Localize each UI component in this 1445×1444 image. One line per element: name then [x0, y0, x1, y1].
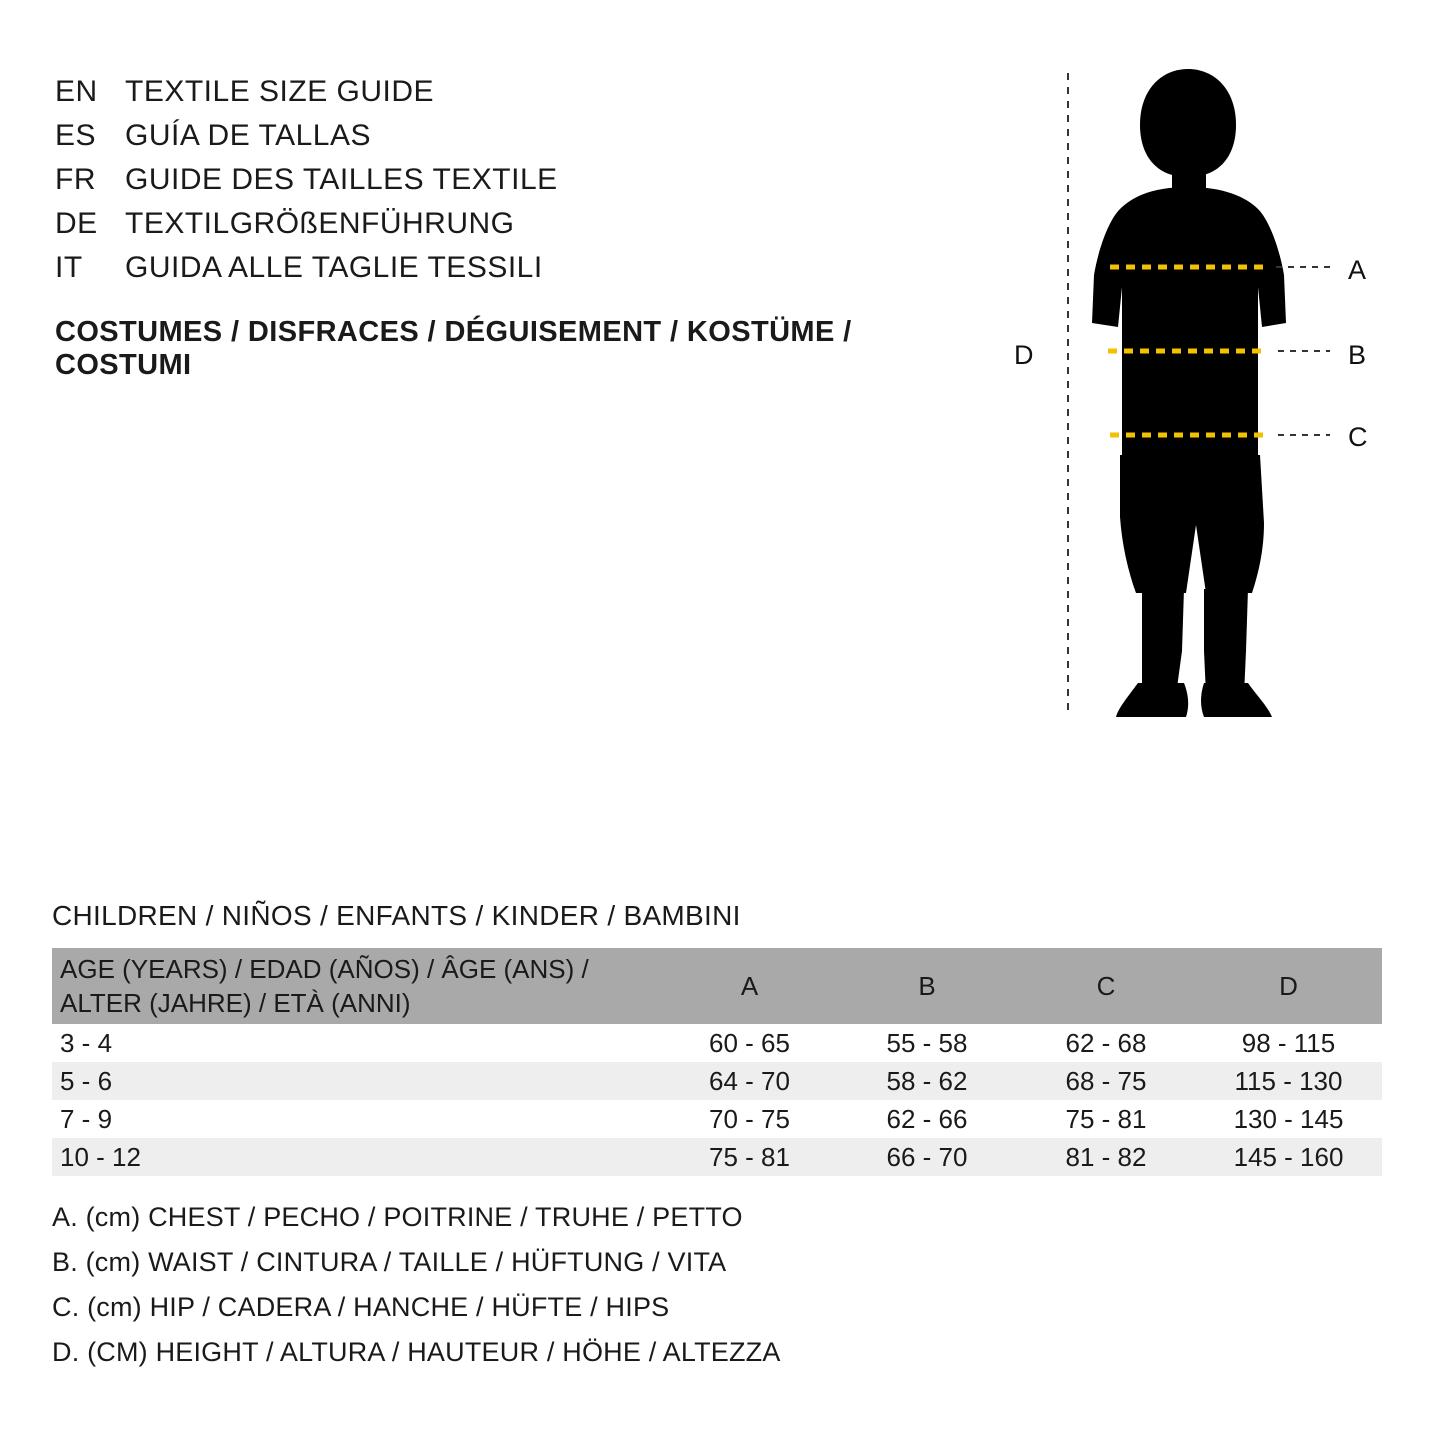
cell-d: 130 - 145 — [1233, 1103, 1344, 1134]
cell-a: 75 - 81 — [709, 1141, 790, 1172]
column-header-age: AGE (YEARS) / EDAD (AÑOS) / ÂGE (ANS) / ALTER (JAHRE) / ETÀ (ANNI) — [52, 948, 662, 1024]
figure-label-c: C — [1348, 422, 1368, 452]
measurement-figure — [990, 55, 1410, 735]
language-code: FR — [55, 163, 96, 196]
table-header-row — [52, 948, 1382, 1024]
language-row — [55, 70, 955, 114]
column-header-c: C — [1017, 948, 1195, 1024]
column-header-b: B — [837, 948, 1017, 1024]
language-row — [55, 202, 955, 246]
language-row — [55, 246, 955, 290]
table-row — [52, 1024, 1382, 1062]
cell-age: 3 - 4 — [60, 1027, 113, 1058]
language-text: TEXTILGRÖßENFÜHRUNG — [125, 207, 515, 240]
size-table — [52, 948, 1382, 1176]
cell-age: 5 - 6 — [60, 1065, 113, 1096]
cell-d: 145 - 160 — [1233, 1141, 1344, 1172]
size-table-section — [52, 900, 1382, 1176]
language-code: DE — [55, 207, 98, 240]
table-row — [52, 1100, 1382, 1138]
column-header-a: A — [662, 948, 837, 1024]
table-row — [52, 1062, 1382, 1100]
cell-c: 81 - 82 — [1065, 1141, 1147, 1172]
cell-d: 98 - 115 — [1241, 1027, 1336, 1058]
language-text: GUIDA ALLE TAGLIE TESSILI — [125, 251, 543, 284]
child-silhouette-icon — [990, 55, 1410, 735]
table-row — [52, 1138, 1382, 1176]
figure-label-d: D — [1014, 340, 1034, 370]
language-code: IT — [55, 251, 83, 284]
cell-b: 66 - 70 — [886, 1141, 968, 1172]
figure-label-a: A — [1348, 255, 1367, 285]
language-text: TEXTILE SIZE GUIDE — [125, 75, 435, 108]
cell-b: 58 - 62 — [886, 1065, 968, 1096]
cell-b: 55 - 58 — [886, 1027, 968, 1058]
category-line: COSTUMES / DISFRACES / DÉGUISEMENT / KOSTÜME / COSTUMI — [55, 316, 852, 381]
cell-c: 75 - 81 — [1065, 1103, 1147, 1134]
table-header — [52, 948, 1382, 1024]
cell-a: 70 - 75 — [709, 1103, 790, 1134]
cell-a: 60 - 65 — [709, 1027, 790, 1058]
column-header-d: D — [1195, 948, 1382, 1024]
cell-a: 64 - 70 — [709, 1065, 790, 1096]
language-list — [55, 70, 955, 382]
legend-item-c: C. (cm) HIP / CADERA / HANCHE / HÜFTE / HIPS — [52, 1292, 670, 1322]
cell-c: 68 - 75 — [1065, 1065, 1147, 1096]
table-body — [52, 1024, 1382, 1176]
legend-item-a: A. (cm) CHEST / PECHO / POITRINE / TRUHE / PETTO — [52, 1202, 743, 1232]
measurement-legend — [52, 1195, 1052, 1375]
cell-age: 7 - 9 — [60, 1103, 113, 1134]
cell-d: 115 - 130 — [1234, 1065, 1343, 1096]
cell-age: 10 - 12 — [60, 1141, 141, 1172]
language-row — [55, 158, 955, 202]
language-row — [55, 114, 955, 158]
legend-item-b: B. (cm) WAIST / CINTURA / TAILLE / HÜFTUNG / VITA — [52, 1247, 727, 1277]
language-text: GUÍA DE TALLAS — [125, 119, 371, 152]
cell-c: 62 - 68 — [1065, 1027, 1147, 1058]
legend-item-d: D. (CM) HEIGHT / ALTURA / HAUTEUR / HÖHE / ALTEZZA — [52, 1337, 781, 1367]
language-code: EN — [55, 75, 98, 108]
language-code: ES — [55, 119, 97, 152]
cell-b: 62 - 66 — [886, 1103, 968, 1134]
table-title: CHILDREN / NIÑOS / ENFANTS / KINDER / BAMBINI — [52, 900, 741, 931]
language-text: GUIDE DES TAILLES TEXTILE — [125, 163, 558, 196]
figure-label-b: B — [1348, 340, 1367, 370]
